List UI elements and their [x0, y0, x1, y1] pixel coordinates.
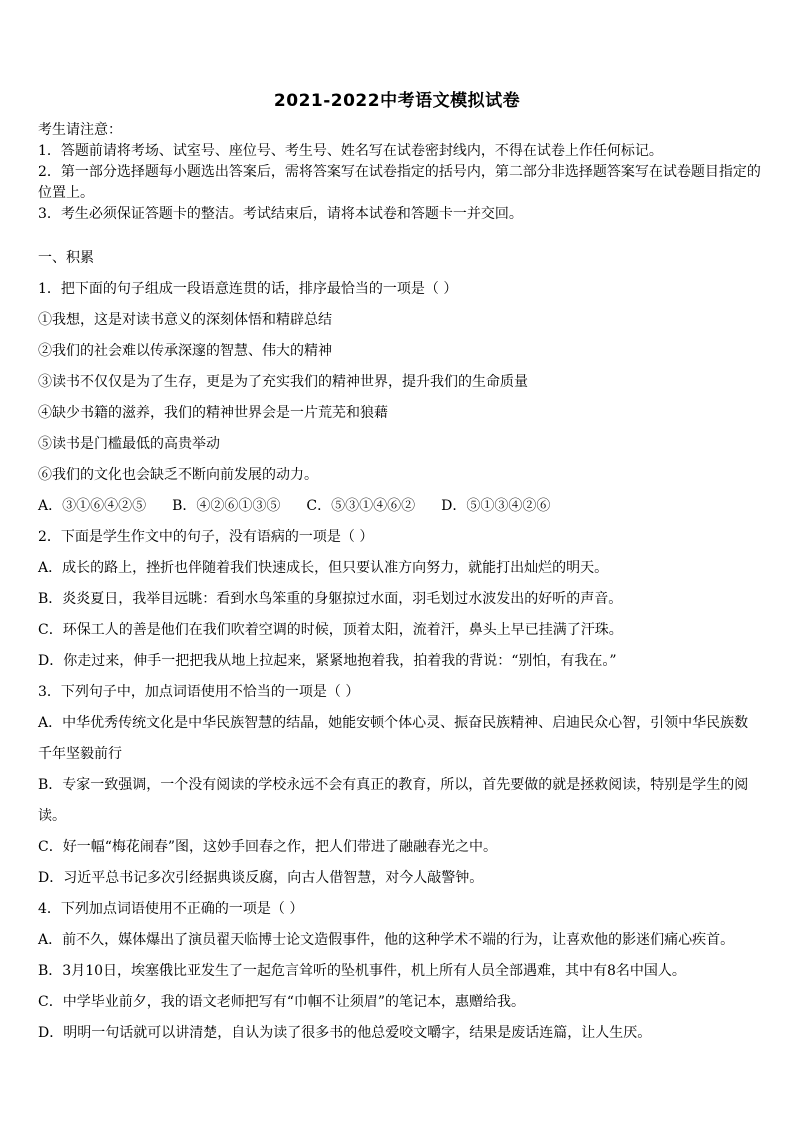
- question-3-stem: 3．下列句子中，加点词语使用不恰当的一项是（ ）: [38, 684, 360, 700]
- question-1-sentence: ②我们的社会难以传承深邃的智慧、伟大的精神: [38, 343, 332, 359]
- section-heading: 一、积累: [38, 250, 94, 266]
- question-4-option-b: B．3月10日，埃塞俄比亚发生了一起危言耸听的坠机事件，机上所有人员全部遇难，其中有8名中国人。: [38, 963, 686, 979]
- question-3-option-c: C．好一幅“梅花闹春”图，这妙手回春之作，把人们带进了融融春光之中。: [38, 839, 498, 855]
- question-4-stem: 4．下列加点词语使用不正确的一项是（ ）: [38, 901, 304, 917]
- exam-title: 2021-2022中考语文模拟试卷: [273, 91, 521, 111]
- question-4-option-a: A．前不久，媒体爆出了演员翟天临博士论文造假事件，他的这种学术不端的行为，让喜欢他的影迷们痛心疾首。: [38, 932, 735, 948]
- question-4-option-d: D．明明一句话就可以讲清楚，自认为读了很多书的他总爱咬文嚼字，结果是废话连篇，让人生厌。: [38, 1025, 652, 1041]
- question-3-option-b: B．专家一致强调，一个没有阅读的学校永远不会有真正的教育，所以，首先要做的就是拯救阅读，特别是学生的阅: [38, 777, 749, 793]
- question-1-stem: 1．把下面的句子组成一段语意连贯的话，排序最恰当的一项是（ ）: [38, 281, 458, 297]
- notice-heading: 考生请注意：: [38, 122, 122, 138]
- notice-item: 位置上。: [38, 185, 94, 201]
- question-2-option-c: C．环保工人的善是他们在我们吹着空调的时候，顶着太阳，流着汗，鼻头上早已挂满了汗珠。: [38, 622, 623, 638]
- question-3-option-a-cont: 千年坚毅前行: [38, 746, 122, 762]
- question-1-option-b: B．④②⑥①③⑤: [172, 498, 281, 514]
- notice-item: 2．第一部分选择题每小题选出答案后，需将答案写在试卷指定的括号内，第二部分非选择题答案写在试卷题目指定的: [38, 164, 761, 180]
- question-2-option-a: A．成长的路上，挫折也伴随着我们快速成长，但只要认准方向努力，就能打出灿烂的明天。: [38, 560, 609, 576]
- question-1-sentence: ⑥我们的文化也会缺乏不断向前发展的动力。: [38, 467, 318, 483]
- question-4-option-c: C．中学毕业前夕，我的语文老师把写有“巾帼不让须眉”的笔记本，惠赠给我。: [38, 994, 526, 1010]
- question-1-options: [38, 491, 762, 522]
- exam-body: [38, 243, 762, 1049]
- question-3-option-a: A．中华优秀传统文化是中华民族智慧的结晶，她能安顿个体心灵、振奋民族精神、启迪民众心智，引领中华民族数: [38, 715, 749, 731]
- question-1-sentence: ③读书不仅仅是为了生存，更是为了充实我们的精神世界，提升我们的生命质量: [38, 374, 528, 390]
- question-1-sentence: ④缺少书籍的滋养，我们的精神世界会是一片荒芜和狼藉: [38, 405, 388, 421]
- question-1-option-d: D．⑤①③④②⑥: [441, 498, 551, 514]
- question-2-stem: 2．下面是学生作文中的句子，没有语病的一项是（ ）: [38, 529, 374, 545]
- question-3-option-b-cont: 读。: [38, 808, 66, 824]
- question-3-option-d: D．习近平总书记多次引经据典谈反腐，向古人借智慧，对今人敲警钟。: [38, 870, 484, 886]
- question-1-option-a: A．③①⑥④②⑤: [38, 498, 147, 514]
- question-1-option-c: C．⑤③①④⑥②: [306, 498, 416, 514]
- notice-item: 1．答题前请将考场、试室号、座位号、考生号、姓名写在试卷密封线内，不得在试卷上作任何标记。: [38, 143, 663, 159]
- question-2-option-b: B．炎炎夏日，我举目远眺：看到水鸟笨重的身躯掠过水面，羽毛划过水波发出的好听的声音。: [38, 591, 623, 607]
- question-2-option-d: D．你走过来，伸手一把把我从地上拉起来，紧紧地抱着我，拍着我的背说：“别怕，有我在。”: [38, 653, 617, 669]
- question-1-sentence: ⑤读书是门槛最低的高贵举动: [38, 436, 220, 452]
- question-1-sentence: ①我想，这是对读书意义的深刻体悟和精辟总结: [38, 312, 332, 328]
- notice-item: 3．考生必须保证答题卡的整洁。考试结束后，请将本试卷和答题卡一并交回。: [38, 206, 523, 222]
- candidate-notice: [38, 120, 762, 225]
